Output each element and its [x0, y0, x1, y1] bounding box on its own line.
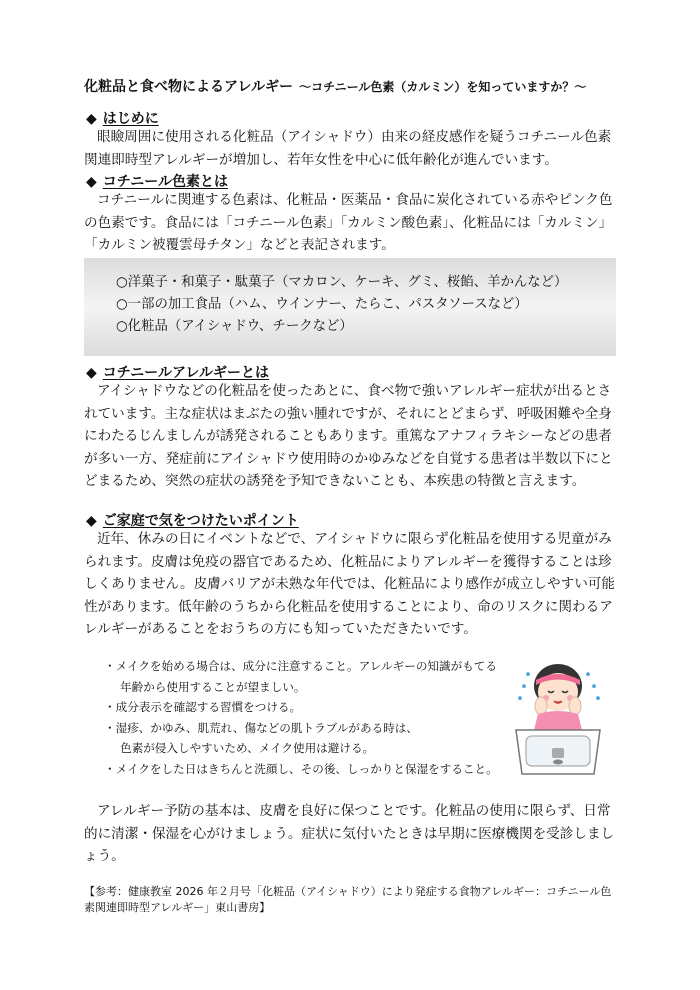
food-examples-box	[84, 258, 616, 356]
tip-item-continuation: 年齢から使用することが望ましい。	[120, 679, 306, 694]
section-body-allergy: アイシャドウなどの化粧品を使ったあとに、食べ物で強いアレルギー症状が出るとされています。主な症状はまぶたの強い腫れですが、それにとどまらず、呼吸困難や全身にわたるじんましんが誘発されることもあります。重篤なアナフィラキシーなどの患者が多い一方、発症前にアイシャドウ使用時のかゆみなどを自覚する患者は半数以下にとどまるため、突然の症状の誘発を予知できないことも、本疾患の特徴と言えます。	[84, 383, 613, 489]
section-body-intro: 眼瞼周囲に使用される化粧品（アイシャドウ）由来の経皮感作を疑うコチニール色素関連即時型アレルギーが増加し、若年女性を中心に低年齢化が進んでいます。	[84, 129, 612, 168]
diamond-bullet-icon: ◆	[86, 111, 97, 127]
list-item: ○一部の加工食品（ハム、ウインナー、たらこ、パスタソースなど）	[116, 297, 528, 312]
tip-item: ・メイクをした日はきちんと洗顔し、その後、しっかりと保湿をすること。	[104, 761, 498, 776]
section-heading-allergy	[86, 362, 269, 382]
reference-note: 【参考：健康教室 2026 年２月号「化粧品（アイシャドウ）により発症する食物アレルギー：コチニール色素関連即時型アレルギー」東山書房】	[84, 885, 612, 914]
title-main: 化粧品と食べ物によるアレルギー	[84, 79, 294, 95]
section-body-cochineal: コチニールに関連する色素は、化粧品・医薬品・食品に炭化されている赤やピンク色の色素です。食品には「コチニール色素」「カルミン酸色素」、化粧品には「カルミン」「カルミン被覆雲母チタン」などと表記されます。	[84, 192, 613, 253]
heading-text: コチニールアレルギーとは	[102, 365, 270, 381]
closing-paragraph: アレルギー予防の基本は、皮膚を良好に保つことです。化粧品の使用に限らず、日常的に清潔・保湿を心がけましょう。症状に気付いたときは早期に医療機関を受診しましょう。	[84, 803, 615, 864]
tip-item: ・成分表示を確認する習慣をつける。	[104, 700, 302, 714]
tip-item-continuation: 色素が侵入しやすいため、メイク使用は避ける。	[120, 741, 375, 755]
page-title	[84, 76, 644, 96]
food-examples-list	[116, 272, 567, 338]
section-body-home: 近年、休みの日にイベントなどで、アイシャドウに限らず化粧品を使用する児童がみられます。皮膚は免疫の器官であるため、化粧品によりアレルギーを獲得することは珍しくありません。皮膚バリアが未熟な年代では、化粧品により感作が成立しやすい可能性があります。低年齢のうちから化粧品を使用することにより、命のリスクに関わるアレルギーがあることをおうちの方にも知っていただきたいです。	[84, 531, 615, 637]
heading-text: ご家庭で気をつけたいポイント	[102, 513, 299, 529]
diamond-bullet-icon: ◆	[86, 513, 97, 529]
title-subtitle: ～コチニール色素（カルミン）を知っていますか？～	[299, 80, 587, 94]
tip-item: ・メイクを始める場合は、成分に注意すること。アレルギーの知識がもてる	[104, 659, 497, 673]
heading-text: はじめに	[102, 111, 159, 127]
section-heading-home	[86, 510, 299, 530]
tip-item: ・湿疹、かゆみ、肌荒れ、傷などの肌トラブルがある時は、	[104, 720, 418, 735]
section-heading-cochineal	[86, 171, 228, 191]
girl-washing-face-icon	[508, 656, 608, 780]
heading-text: コチニール色素とは	[102, 174, 228, 190]
list-item: ○洋菓子・和菓子・駄菓子（マカロン、ケーキ、グミ、桜餡、羊かんなど）	[116, 275, 568, 290]
diamond-bullet-icon: ◆	[86, 365, 97, 381]
section-heading-intro	[86, 108, 159, 128]
tips-list	[104, 656, 504, 779]
list-item: ○化粧品（アイシャドウ、チークなど）	[116, 319, 353, 334]
diamond-bullet-icon: ◆	[86, 174, 97, 190]
